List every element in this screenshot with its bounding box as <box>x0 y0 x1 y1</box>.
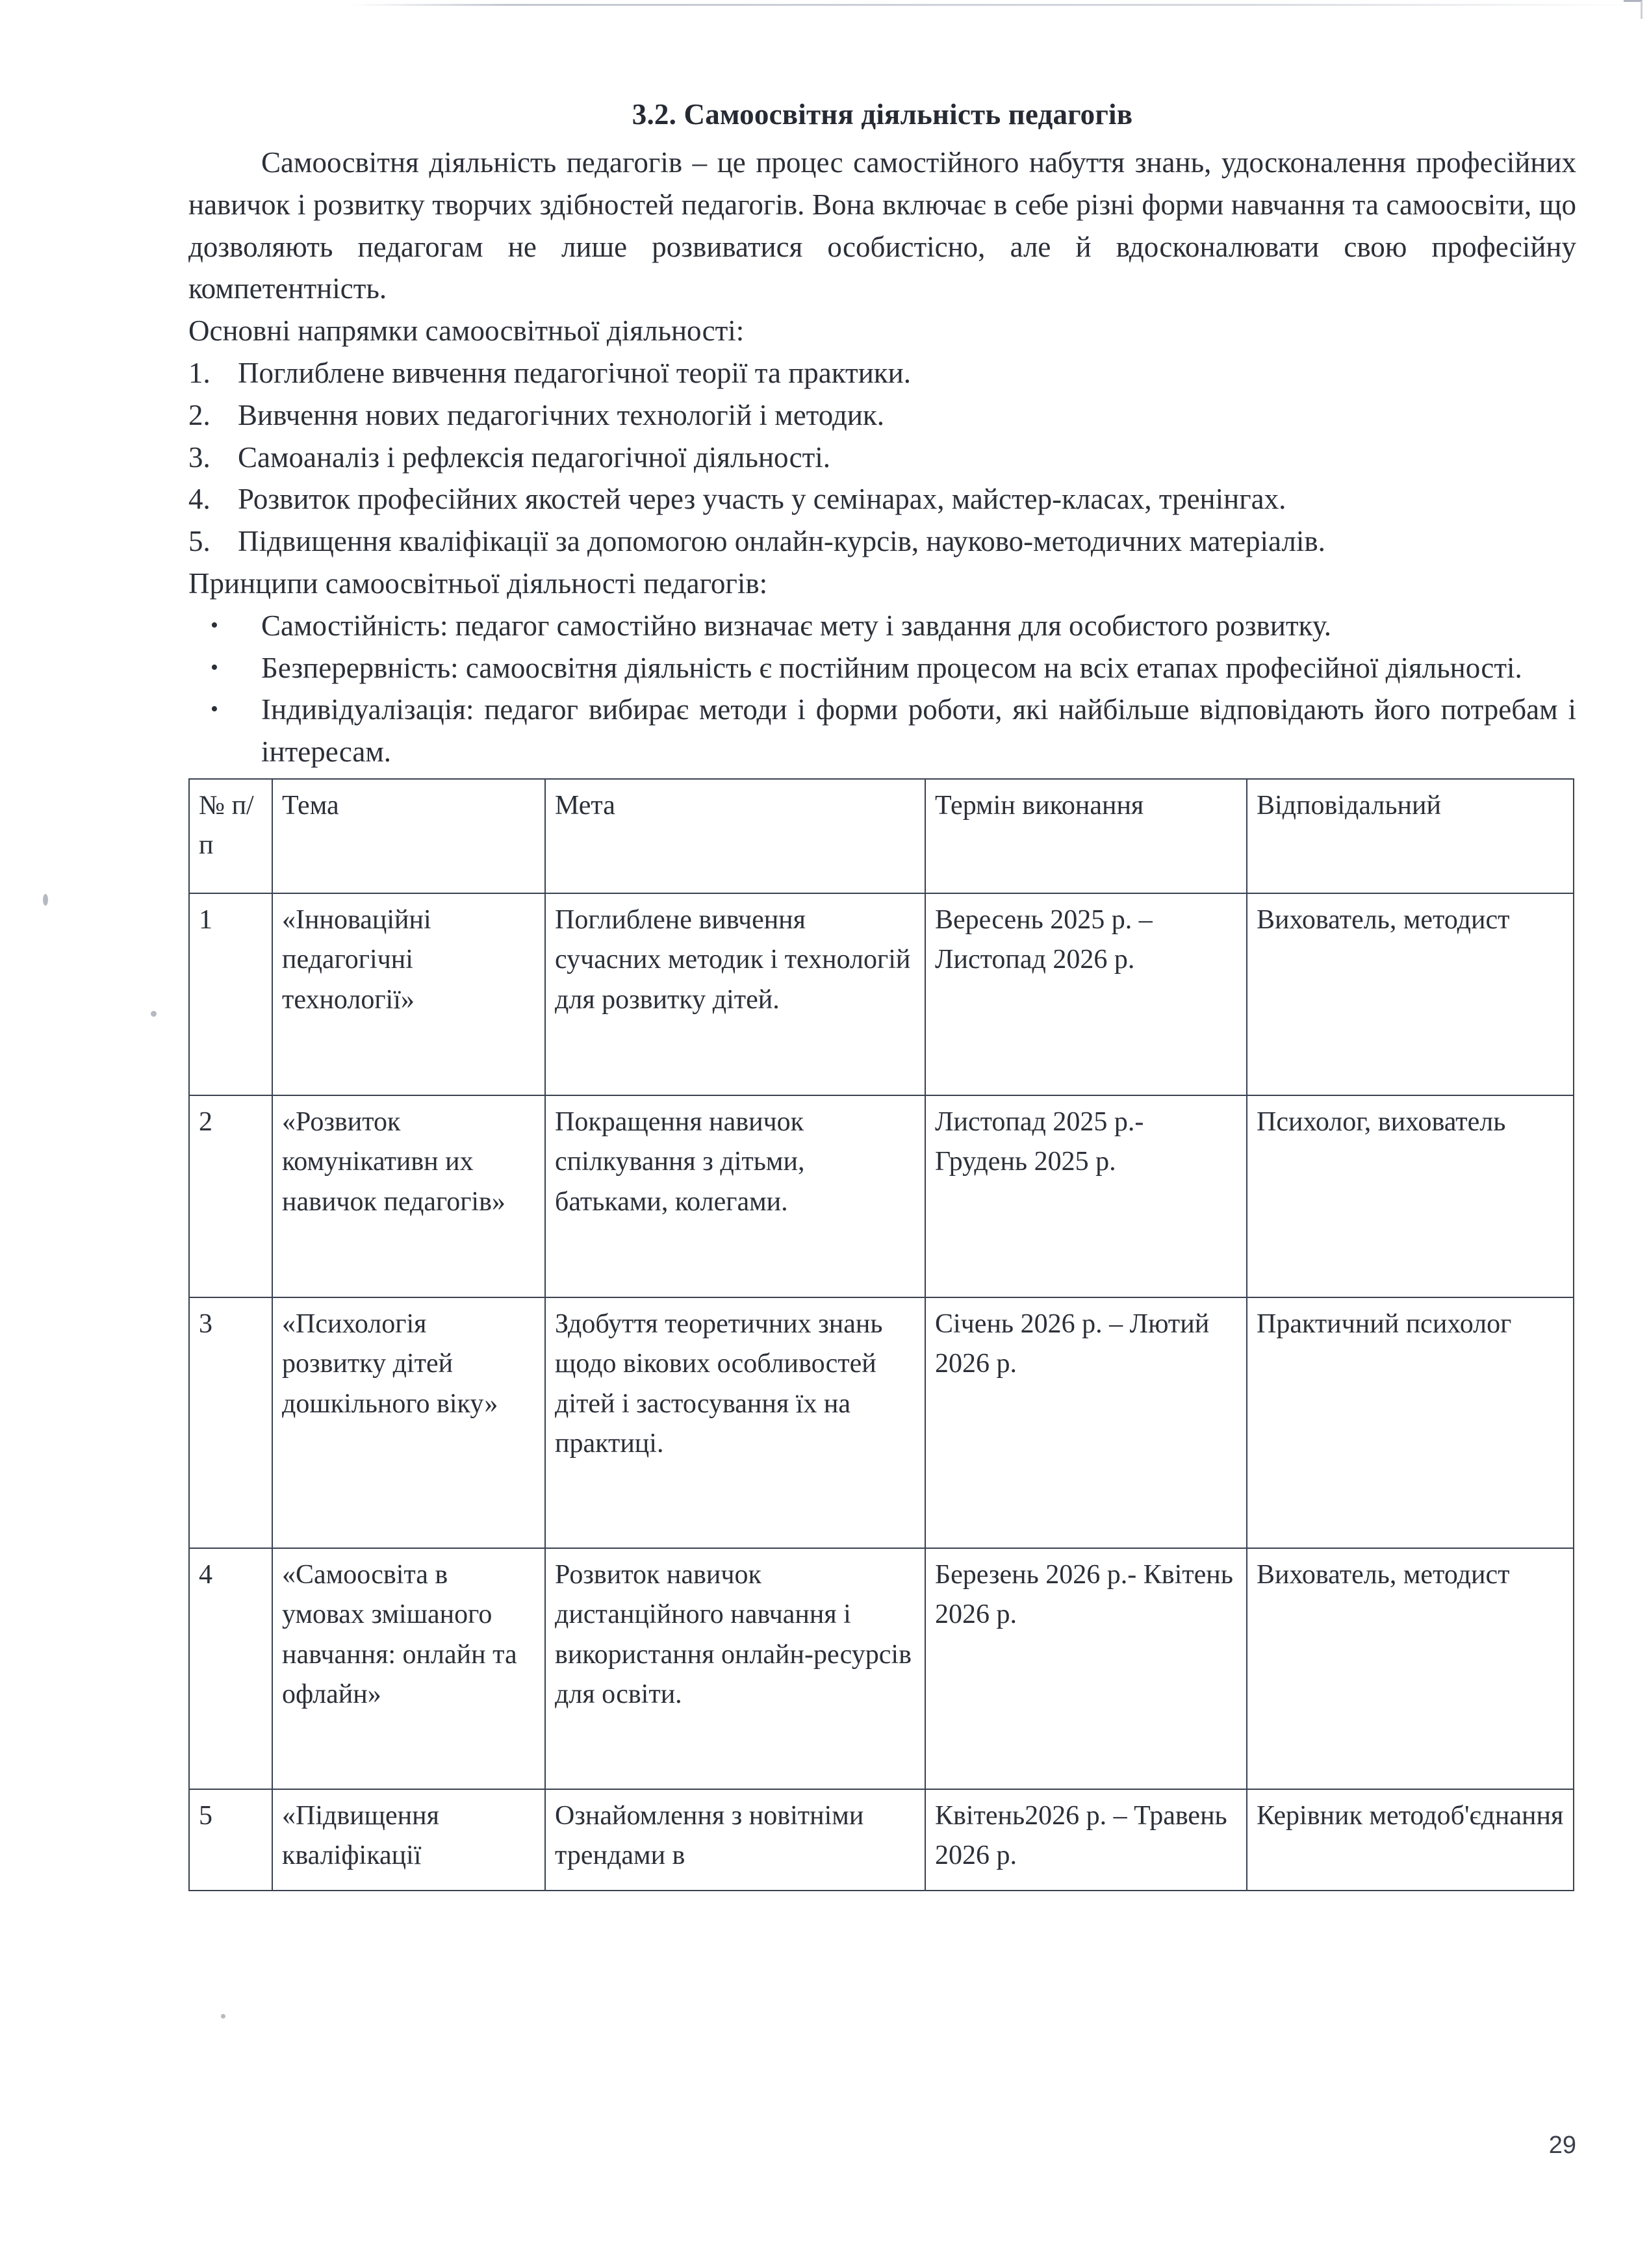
list-marker: 4. <box>188 483 211 516</box>
cell-goal: Поглиблене вивчення сучасних методик і технологій для розвитку дітей. <box>545 893 925 1095</box>
list-item <box>188 478 1576 520</box>
scan-speck <box>43 894 48 906</box>
cell-responsible: Вихователь, методист <box>1247 1548 1574 1789</box>
page-title: 3.2. Самоосвітня діяльність педагогів <box>632 98 1133 131</box>
cell-number: 2 <box>189 1095 272 1297</box>
directions-heading: Основні напрямки самоосвітньої діяльності: <box>188 314 745 348</box>
cell-deadline: Листопад 2025 р.- Грудень 2025 р. <box>925 1095 1247 1297</box>
table-row <box>189 893 1574 1095</box>
cell-deadline: Березень 2026 р.- Квітень 2026 р. <box>925 1548 1247 1789</box>
table-header-row <box>189 779 1574 893</box>
list-item-text: Індивідуалізація: педагог вибирає методи і форми роботи, які найбільше відповідають його потребам і інтересам. <box>261 693 1576 769</box>
cell-deadline: Квітень2026 р. – Травень 2026 р. <box>925 1789 1247 1891</box>
scan-edge-artifact-top <box>351 4 1639 6</box>
cell-topic: «Підвищення кваліфікації <box>272 1789 545 1891</box>
column-header-number: № п/п <box>189 779 272 893</box>
self-education-plan-table <box>188 778 1574 1891</box>
cell-responsible: Психолог, вихователь <box>1247 1095 1574 1297</box>
list-item-text: Вивчення нових педагогічних технологій і методик. <box>238 398 885 431</box>
bullet-icon: • <box>211 697 218 722</box>
bullet-icon: • <box>211 655 218 680</box>
list-item <box>188 647 1576 689</box>
list-item <box>188 394 1576 437</box>
cell-responsible: Керівник методоб'єднання <box>1247 1789 1574 1891</box>
cell-deadline: Січень 2026 р. – Лютий 2026 р. <box>925 1297 1247 1548</box>
table-row <box>189 1095 1574 1297</box>
scan-edge-artifact-corner <box>1624 0 1643 19</box>
list-item-text: Поглиблене вивчення педагогічної теорії та практики. <box>238 356 911 389</box>
cell-number: 1 <box>189 893 272 1095</box>
cell-responsible: Практичний психолог <box>1247 1297 1574 1548</box>
cell-number: 3 <box>189 1297 272 1548</box>
page-number: 29 <box>1548 2132 1576 2159</box>
cell-deadline: Вересень 2025 р. – Листопад 2026 р. <box>925 893 1247 1095</box>
principles-heading: Принципи самоосвітньої діяльності педагогів: <box>188 567 768 600</box>
cell-number: 5 <box>189 1789 272 1891</box>
list-item-text: Розвиток професійних якостей через участь у семінарах, майстер-класах, тренінгах. <box>238 483 1286 516</box>
cell-topic: «Інноваційні педагогічні технології» <box>272 893 545 1095</box>
table-row <box>189 1789 1574 1891</box>
list-item-text: Самоаналіз і рефлексія педагогічної діяльності. <box>238 440 831 474</box>
list-item-text: Самостійність: педагог самостійно визначає мету і завдання для особистого розвитку. <box>261 609 1331 642</box>
list-item <box>188 689 1576 773</box>
column-header-responsible: Відповідальний <box>1247 779 1574 893</box>
table-row <box>189 1297 1574 1548</box>
column-header-deadline: Термін виконання <box>925 779 1247 893</box>
list-item <box>188 520 1576 563</box>
cell-goal: Розвиток навичок дистанційного навчання і використання онлайн-ресурсів для освіти. <box>545 1548 925 1789</box>
list-item <box>188 352 1576 394</box>
list-marker: 5. <box>188 525 211 558</box>
list-item <box>188 605 1576 647</box>
cell-number: 4 <box>189 1548 272 1789</box>
table-row <box>189 1548 1574 1789</box>
list-item-text: Безперервність: самоосвітня діяльність є постійним процесом на всіх етапах професійної діяльності. <box>261 651 1522 684</box>
cell-goal: Ознайомлення з новітніми трендами в <box>545 1789 925 1891</box>
directions-list <box>188 352 1576 563</box>
scan-speck <box>221 2014 225 2019</box>
bullet-icon: • <box>211 613 218 637</box>
principles-list <box>188 605 1576 773</box>
intro-paragraph: Самоосвітня діяльність педагогів – це процес самостійного набуття знань, удосконалення професійних навичок і розвитку творчих здібностей педагогів. Вона включає в себе різні форми навчання та самоосвіти, що дозволяють педагогам не лише розвиватися особистісно, але й вдосконалювати свою професійну компетентність. <box>188 146 1576 305</box>
list-marker: 3. <box>188 440 211 474</box>
list-marker: 2. <box>188 398 211 431</box>
column-header-goal: Мета <box>545 779 925 893</box>
document-body <box>188 97 1576 1891</box>
cell-topic: «Розвиток комунікативн их навичок педагогів» <box>272 1095 545 1297</box>
list-marker: 1. <box>188 356 211 389</box>
column-header-topic: Тема <box>272 779 545 893</box>
cell-topic: «Психологія розвитку дітей дошкільного віку» <box>272 1297 545 1548</box>
cell-goal: Здобуття теоретичних знань щодо вікових особливостей дітей і застосування їх на практиці. <box>545 1297 925 1548</box>
cell-goal: Покращення навичок спілкування з дітьми, батьками, колегами. <box>545 1095 925 1297</box>
list-item <box>188 437 1576 479</box>
scan-speck <box>151 1011 157 1017</box>
list-item-text: Підвищення кваліфікації за допомогою онлайн-курсів, науково-методичних матеріалів. <box>238 525 1325 558</box>
cell-topic: «Самоосвіта в умовах змішаного навчання: онлайн та офлайн» <box>272 1548 545 1789</box>
cell-responsible: Вихователь, методист <box>1247 893 1574 1095</box>
